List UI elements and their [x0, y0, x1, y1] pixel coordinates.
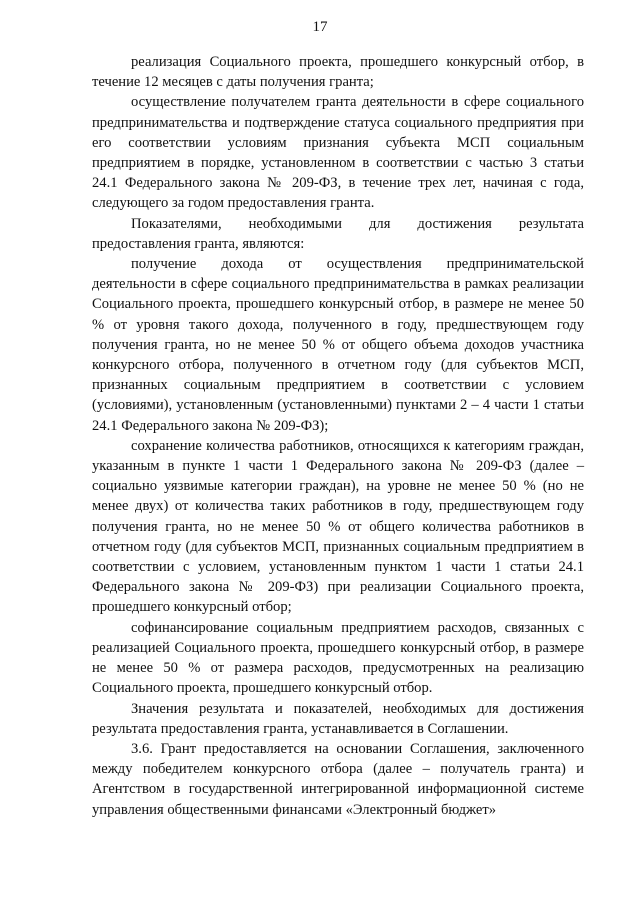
paragraph-section-3-6: 3.6. Грант предоставляется на основании Соглашения, заключенного между победителем конкурсного отбора (далее – получатель гранта) и Агентством в государственной интегрированной информационной системе управления общественными финансами «Электронный бюджет» — [92, 740, 584, 818]
document-body — [92, 52, 584, 820]
paragraph-employees-indicator: сохранение количества работников, относящихся к категориям граждан, указанным в пункте 1 части 1 Федерального закона № 209-ФЗ (далее – социально уязвимые категории граждан), на уровне не менее 50 % (но не менее двух) от количества таких работников в году, предшествующем году получения гранта, но не менее 50 % от общего количества работников в отчетном году (для субъектов МСП, признанных социальным предприятием в соответствии с условием, установленным пунктом 1 части 1 статьи 24.1 Федерального закона № 209-ФЗ) при реализации Социального проекта, прошедшего конкурсный отбор; — [92, 437, 584, 616]
paragraph-values-in-agreement: Значения результата и показателей, необходимых для достижения результата предоставления гранта, устанавливается в Соглашении. — [92, 700, 584, 737]
paragraph-income-indicator: получение дохода от осуществления предпринимательской деятельности в сфере социального предпринимательства в рамках реализации Социального проекта, прошедшего конкурсный отбор, в размере не менее 50 % от уровня такого дохода, полученного в году, предшествующем году получения гранта, но не менее 50 % от общего объема доходов участника конкурсного отбора, полученного в отчетном году (для субъектов МСП, признанных социальным предприятием в соответствии с условием (условиями), установленным (установленными) пунктами 2 – 4 части 1 статьи 24.1 Федерального закона № 209-ФЗ); — [92, 256, 584, 434]
page-number: 17 — [312, 19, 328, 35]
paragraph-social-enterprise-status: осуществление получателем гранта деятельности в сфере социального предпринимательства и подтверждение статуса социального предприятия при его соответствии условиям признания субъекта МСП социальным предприятием в порядке, установленном в соответствии с частью 3 статьи 24.1 Федерального закона № 209-ФЗ, в течение трех лет, начиная с года, следующего за годом предоставления гранта. — [92, 94, 584, 212]
paragraph-cofinancing-indicator: софинансирование социальным предприятием расходов, связанных с реализацией Социального проекта, прошедшего конкурсный отбор, в размере не менее 50 % от размера расходов, предусмотренных на реализацию Социального проекта, прошедшего конкурсный отбор. — [92, 619, 584, 697]
paragraph-indicators-intro: Показателями, необходимыми для достижения результата предоставления гранта, являются: — [92, 215, 584, 252]
paragraph-project-implementation: реализация Социального проекта, прошедшего конкурсный отбор, в течение 12 месяцев с даты получения гранта; — [92, 54, 584, 91]
